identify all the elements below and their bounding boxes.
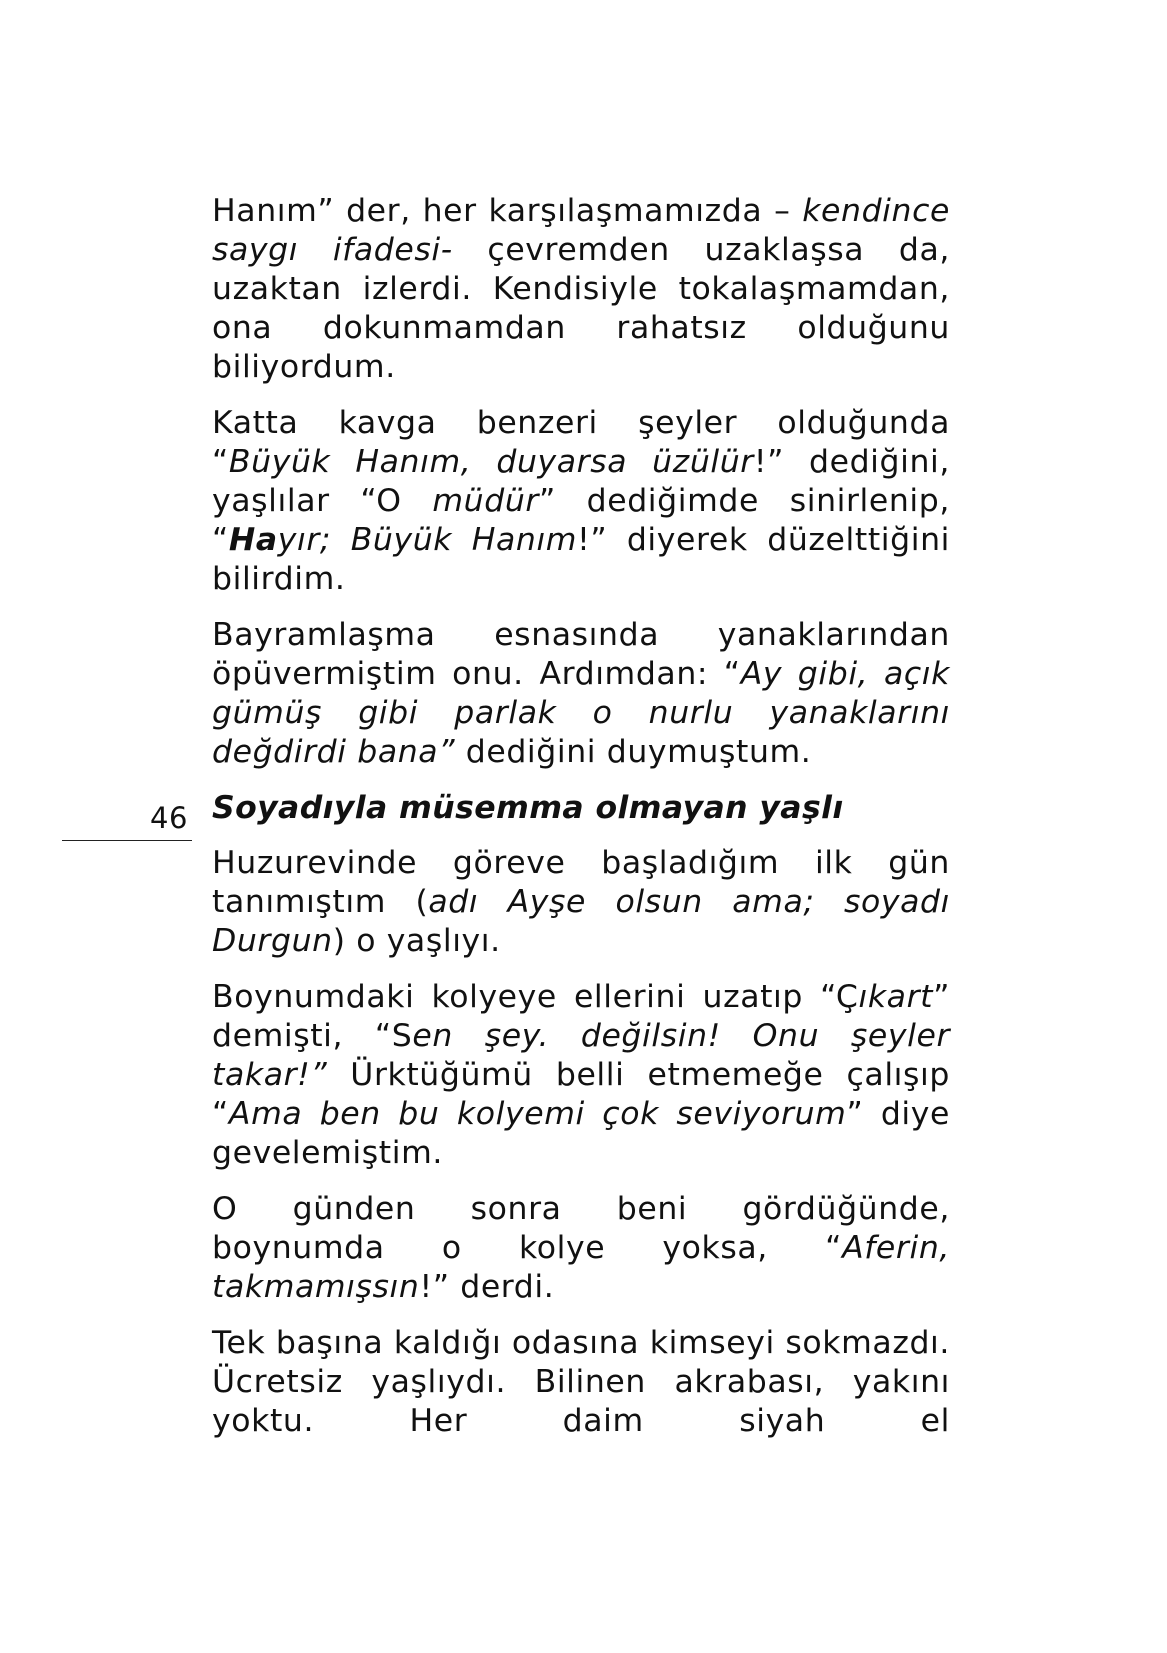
italic-run: ıkart	[858, 979, 934, 1015]
text-run: Katta kavga benzeri şeyler olduğunda “	[212, 405, 950, 480]
italic-run: Ama ben bu kolyemi çok seviyorum	[228, 1096, 847, 1132]
italic-run: kendince saygı ifadesi-	[212, 193, 950, 268]
text-run: ” dediğimde sinirlenip, “	[212, 483, 950, 558]
section-heading: Soyadıyla müsemma olmayan yaşlı	[212, 790, 844, 826]
paragraph-5	[212, 978, 950, 1173]
italic-run: adı Ayşe olsun ama; soyadı Durgun	[212, 884, 950, 959]
italic-run: Aferin, takmamışsın	[212, 1230, 950, 1305]
text-run: dediğini duymuştum.	[455, 734, 812, 770]
paragraph-6	[212, 1190, 950, 1307]
page-number-rule	[62, 840, 192, 841]
page-body	[212, 192, 950, 1458]
text-run: Tek başına kaldığı odasına kimseyi sokmazdı. Ücretsiz yaşlıydı. Bilinen akrabası, yakını yoktu. Her daim siyah el	[212, 1325, 951, 1439]
text-run: ) o yaşlıyı.	[332, 923, 501, 959]
paragraph-7	[212, 1324, 950, 1441]
text-run: !” derdi.	[419, 1269, 555, 1305]
text-run: Huzurevinde göreve başladığım ilk gün tanımıştım (	[212, 845, 950, 920]
page-number: 46	[150, 801, 188, 835]
paragraph-1	[212, 192, 950, 387]
text-run: ” diye gevelemiştim.	[212, 1096, 951, 1171]
paragraph-3	[212, 616, 950, 772]
text-run: !” dediğini, yaşlılar “O	[212, 444, 951, 519]
text-run: Bayramlaşma esnasında yanaklarından öpüvermiştim onu. Ardımdan: “	[212, 617, 950, 692]
italic-run: Büyük Hanım, duyarsa üzülür	[228, 444, 754, 480]
text-run: çevremden uzaklaşsa da, uzaktan izlerdi. Kendisiyle tokalaşmamdan, ona dokunmamdan rahatsız olduğunu biliyordum.	[212, 232, 950, 385]
italic-run: en şey. değilsin! Onu şeyler takar!”	[212, 1018, 951, 1093]
italic-run: Ay gibi, açık gümüş gibi parlak o nurlu yanaklarını değdirdi bana”	[212, 656, 950, 770]
text-run: Ürktüğümü belli etmemeğe çalışıp “	[212, 1057, 950, 1132]
paragraph-2	[212, 404, 950, 599]
text-run: Boynumdaki kolyeye ellerini uzatıp “Ç	[212, 979, 859, 1015]
text-run: Hanım” der, her karşılaşmamızda –	[212, 193, 803, 229]
text-run: O günden sonra beni gördüğünde, boynumda o kolye yoksa, “	[212, 1191, 950, 1266]
italic-run: müdür	[432, 483, 539, 519]
italic-run: yır; Büyük Hanım	[277, 522, 578, 558]
bold-italic-run: Ha	[228, 522, 278, 558]
paragraph-4	[212, 844, 950, 961]
text-run: !” diyerek düzelttiğini bilirdim.	[212, 522, 950, 597]
text-run: ” demişti, “S	[212, 979, 950, 1054]
